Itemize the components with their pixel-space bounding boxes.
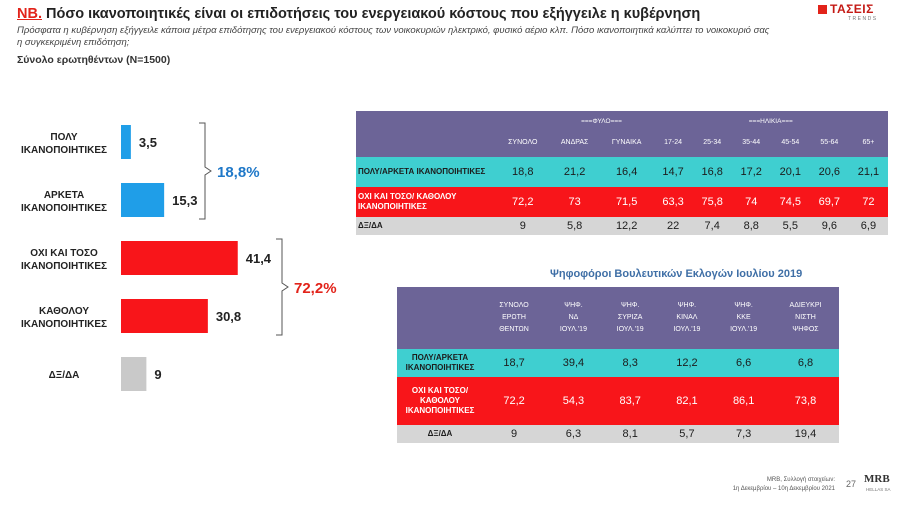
column-header: ΑΝΔΡΑΣ [550, 127, 600, 157]
bar-chart [0, 100, 350, 400]
page-number: 27 [846, 479, 857, 489]
column-header: 55-64 [810, 127, 849, 157]
table-cell: 9 [483, 425, 545, 443]
row-label: ΠΟΛΥ/ΑΡΚΕΤΑ ΙΚΑΝΟΠΟΙΗΤΙΚΕΣ [397, 349, 483, 377]
table-cell: 8,8 [732, 217, 771, 235]
column-header: 65+ [849, 127, 888, 157]
bar [121, 357, 146, 391]
table-cell: 72 [849, 187, 888, 217]
table-cell: 16,8 [693, 157, 732, 187]
table-cell: 12,2 [600, 217, 654, 235]
bar-value-label: 15,3 [172, 193, 198, 208]
row-label: ΔΞ/ΔΑ [356, 217, 496, 235]
logo-text: ΤΑΣΕΙΣ [830, 2, 874, 16]
column-header: ΨΗΦ. ΚΙΝΑΛ ΙΟΥΛ.'19 [659, 287, 716, 349]
table-cell: 20,6 [810, 157, 849, 187]
category-label: ΔΞ/ΔΑ [48, 370, 80, 381]
group-bracket [199, 123, 211, 219]
table-row [397, 377, 839, 425]
mrb-logo: MRB [864, 473, 890, 485]
table-cell: 83,7 [602, 377, 659, 425]
voters-table-title: Ψηφοφόροι Βουλευτικών Εκλογών Ιουλίου 2019 [550, 268, 803, 280]
column-header: 17-24 [654, 127, 693, 157]
table-cell: 72,2 [483, 377, 545, 425]
row-label: ΟΧΙ ΚΑΙ ΤΟΣΟ/ΚΑΘΟΛΟΥ ΙΚΑΝΟΠΟΙΗΤΙΚΕΣ [397, 377, 483, 425]
column-group-header: ===ΗΛΙΚΙΑ=== [654, 111, 888, 127]
header-corner [397, 287, 483, 349]
group-bracket [276, 239, 288, 335]
table-cell: 17,2 [732, 157, 771, 187]
logo-square-icon [818, 5, 827, 14]
table-cell: 8,3 [602, 349, 659, 377]
category-label: ΑΡΚΕΤΑ ΙΚΑΝΟΠΟΙΗΤΙΚΕΣ [20, 190, 108, 214]
table-cell: 82,1 [659, 377, 716, 425]
mrb-logo-sub: HELLAS SA [866, 487, 891, 492]
voters-table [397, 287, 839, 443]
table-cell: 6,9 [849, 217, 888, 235]
table-row [356, 157, 888, 187]
question-title: Πόσο ικανοποιητικές είναι οι επιδοτήσεις του ενεργειακού κόστους που εξήγγειλε η κυβέρνηση [41, 6, 701, 22]
table-cell: 22 [654, 217, 693, 235]
table-cell: 7,3 [715, 425, 772, 443]
table-cell: 73 [550, 187, 600, 217]
question-subtitle: Πρόσφατα η κυβέρνηση εξήγγειλε κάποια μέτρα επιδότησης του ενεργειακού κόστους των νοικοκυριών ηλεκτρικό, φυσικό αέριο κλπ. Πόσο ικανοποιητικά καλύπτει το νοικοκυριό σας η συγκεκριμένη επιδότηση; [17, 25, 770, 48]
group-total-label: 18,8% [217, 164, 260, 181]
table-cell: 75,8 [693, 187, 732, 217]
column-header: ΣΥΝΟΛΟ [496, 127, 550, 157]
table-cell: 72,2 [496, 187, 550, 217]
row-label: ΔΞ/ΔΑ [397, 425, 483, 443]
bar-value-label: 41,4 [245, 251, 272, 266]
bar [121, 299, 208, 333]
bar [121, 125, 131, 159]
bar-value-label: 3,5 [138, 135, 157, 150]
table-cell: 12,2 [659, 349, 716, 377]
table-cell: 74 [732, 187, 771, 217]
category-label: ΟΧΙ ΚΑΙ ΤΟΣΟ ΙΚΑΝΟΠΟΙΗΤΙΚΕΣ [20, 248, 108, 272]
table-cell: 18,7 [483, 349, 545, 377]
header-corner [356, 127, 496, 157]
column-header: ΨΗΦ. ΣΥΡΙΖΑ ΙΟΥΛ.'19 [602, 287, 659, 349]
table-cell: 86,1 [715, 377, 772, 425]
category-label: ΚΑΘΟΛΟΥ ΙΚΑΝΟΠΟΙΗΤΙΚΕΣ [20, 306, 108, 330]
bar [121, 183, 164, 217]
table-cell: 21,1 [849, 157, 888, 187]
column-group-header: ===ΦΥΛΟ=== [550, 111, 654, 127]
column-header: 25-34 [693, 127, 732, 157]
group-total-label: 72,2% [294, 280, 337, 297]
table-cell: 6,3 [545, 425, 602, 443]
table-cell: 18,8 [496, 157, 550, 187]
table-cell: 63,3 [654, 187, 693, 217]
header-spacer [356, 111, 496, 127]
footer-source-label: MRB, Συλλογή στοιχείων: [766, 477, 835, 483]
bar [121, 241, 238, 275]
column-header: 35-44 [732, 127, 771, 157]
table-cell: 16,4 [600, 157, 654, 187]
table-cell: 39,4 [545, 349, 602, 377]
table-row [397, 349, 839, 377]
row-label: ΠΟΛΥ/ΑΡΚΕΤΑ ΙΚΑΝΟΠΟΙΗΤΙΚΕΣ [356, 157, 496, 187]
bar-value-label: 9 [154, 367, 162, 382]
table-row [356, 217, 888, 235]
table-cell: 21,2 [550, 157, 600, 187]
bar-value-label: 30,8 [215, 309, 242, 324]
demographics-table [356, 111, 888, 235]
table-row [356, 187, 888, 217]
sample-size: Σύνολο ερωτηθέντων (N=1500) [17, 54, 171, 66]
table-cell: 74,5 [771, 187, 810, 217]
taseis-logo [818, 2, 894, 26]
footer-dates: 1η Δεκεμβρίου – 10η Δεκεμβρίου 2021 [732, 486, 835, 492]
table-cell: 6,8 [772, 349, 839, 377]
row-label: ΟΧΙ ΚΑΙ ΤΟΣΟ/ ΚΑΘΟΛΟΥ ΙΚΑΝΟΠΟΙΗΤΙΚΕΣ [356, 187, 496, 217]
header-spacer [496, 111, 550, 127]
column-header: 45-54 [771, 127, 810, 157]
table-cell: 73,8 [772, 377, 839, 425]
table-cell: 20,1 [771, 157, 810, 187]
table-cell: 9,6 [810, 217, 849, 235]
table-row [397, 425, 839, 443]
page-title [17, 6, 700, 22]
table-cell: 14,7 [654, 157, 693, 187]
question-code: NB. [17, 6, 42, 22]
column-header: ΨΗΦ. ΚΚΕ ΙΟΥΛ.'19 [715, 287, 772, 349]
table-cell: 6,6 [715, 349, 772, 377]
column-header: ΓΥΝΑΙΚΑ [600, 127, 654, 157]
table-cell: 5,5 [771, 217, 810, 235]
column-header: ΨΗΦ. ΝΔ ΙΟΥΛ.'19 [545, 287, 602, 349]
table-cell: 71,5 [600, 187, 654, 217]
category-label: ΠΟΛΥ ΙΚΑΝΟΠΟΙΗΤΙΚΕΣ [20, 132, 108, 156]
table-cell: 7,4 [693, 217, 732, 235]
table-cell: 54,3 [545, 377, 602, 425]
column-header: ΣΥΝΟΛΟ ΕΡΩΤΗ ΘΕΝΤΩΝ [483, 287, 545, 349]
table-cell: 19,4 [772, 425, 839, 443]
table-cell: 9 [496, 217, 550, 235]
table-cell: 5,8 [550, 217, 600, 235]
table-cell: 8,1 [602, 425, 659, 443]
footer-source [690, 476, 835, 494]
column-header: ΑΔΙΕΥΚΡΙ ΝΙΣΤΗ ΨΗΦΟΣ [772, 287, 839, 349]
table-cell: 5,7 [659, 425, 716, 443]
table-cell: 69,7 [810, 187, 849, 217]
logo-subtext: TRENDS [848, 16, 878, 22]
